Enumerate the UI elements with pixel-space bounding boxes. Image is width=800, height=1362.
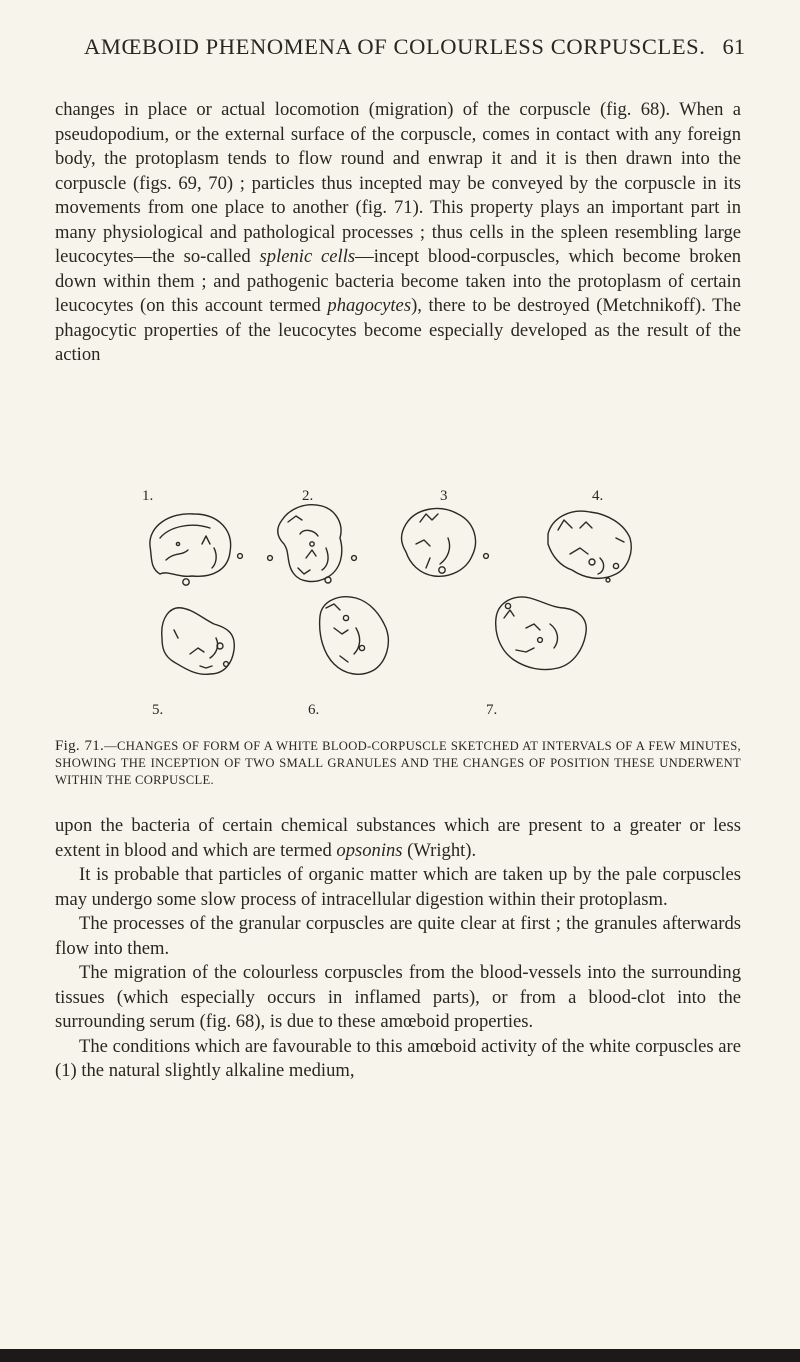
body-paragraph: The processes of the granular corpuscles are quite clear at first ; the granules afterwards flow into them. xyxy=(55,913,741,959)
figure-caption xyxy=(55,738,741,789)
figure-71 xyxy=(130,478,690,738)
page-number: 61 xyxy=(722,34,745,59)
scan-edge-bar xyxy=(0,1349,800,1362)
stage-label-5: 5. xyxy=(152,702,164,718)
body-paragraph: It is probable that particles of organic matter which are taken up by the pale corpuscles may undergo some slow process of intracellular digestion within their protoplasm. xyxy=(55,864,741,910)
corpuscle-sketch xyxy=(130,478,690,738)
stage-label-6: 6. xyxy=(308,702,320,718)
corpuscle-stage-4 xyxy=(548,511,631,582)
stage-label-4: 4. xyxy=(592,488,604,504)
caption-text: —CHANGES OF FORM OF A WHITE BLOOD-CORPUSCLE SKETCHED AT INTERVALS OF A FEW MINUTES, SHOWING THE INCEPTION OF TWO SMALL GRANULES AND THE CHANGES OF POSITION THESE UNDERWENT WITHIN THE CORPUSCLE. xyxy=(55,739,741,787)
text-run: changes in place or actual locomotion (migration) of the corpuscle (fig. 68). When a pseudopodium, or the external surface of the corpuscle, comes in contact with any foreign body, the protoplasm tends to flow round and enwrap it and it is then drawn into the corpuscle (figs. 69, 70) ; particles thus incepted may be conveyed by the corpuscle in its movements from one place to another (fig. 71). This property plays an important part in many physiological and pathological processes ; thus cells in the spleen resembling large leucocytes—the so-called xyxy=(55,99,741,267)
corpuscle-stage-7 xyxy=(496,597,587,670)
caption-figure-number: Fig. 71. xyxy=(55,738,105,754)
stage-label-3: 3 xyxy=(440,488,448,504)
stage-label-7: 7. xyxy=(486,702,498,718)
corpuscle-stage-2 xyxy=(268,505,357,583)
page-header xyxy=(0,30,800,70)
body-paragraph xyxy=(55,98,741,368)
text-run: ), there to be destroyed (Metchnikoff). The phagocytic properties of the leucocytes become especially developed as the result of the action xyxy=(55,295,741,365)
corpuscle-stage-5 xyxy=(162,608,235,675)
italic-term: phagocytes xyxy=(327,295,412,316)
body-paragraph: The conditions which are favourable to this amœboid activity of the white corpuscles are (1) the natural slightly alkaline medium, xyxy=(55,1035,741,1081)
corpuscle-stage-3 xyxy=(402,509,489,577)
bottom-text-block xyxy=(55,814,741,1084)
stage-label-2: 2. xyxy=(302,488,314,504)
text-run: (Wright). xyxy=(402,839,477,861)
italic-term: opsonins xyxy=(336,839,403,861)
italic-term: splenic cells xyxy=(259,246,356,267)
corpuscle-stage-6 xyxy=(320,597,389,674)
text-run: —incept blood-corpuscles, which become broken down within them ; and pathogenic bacteria become taken into the protoplasm of certain leucocytes (on this account termed xyxy=(55,246,741,316)
text-run: upon the bacteria of certain chemical substances which are present to a greater or less extent in blood and which are termed xyxy=(55,815,741,861)
running-title: AMŒBOID PHENOMENA OF COLOURLESS CORPUSCLES. xyxy=(84,34,706,59)
top-paragraph-block xyxy=(55,98,741,368)
body-paragraph: The migration of the colourless corpuscles from the blood-vessels into the surrounding tissues (which especially occurs in inflamed parts), or from a blood-clot into the surrounding serum (fig. 68), is due to these amœboid properties. xyxy=(55,962,741,1032)
body-paragraph xyxy=(55,814,741,863)
corpuscle-stage-1 xyxy=(150,514,243,585)
stage-label-1: 1. xyxy=(142,488,154,504)
